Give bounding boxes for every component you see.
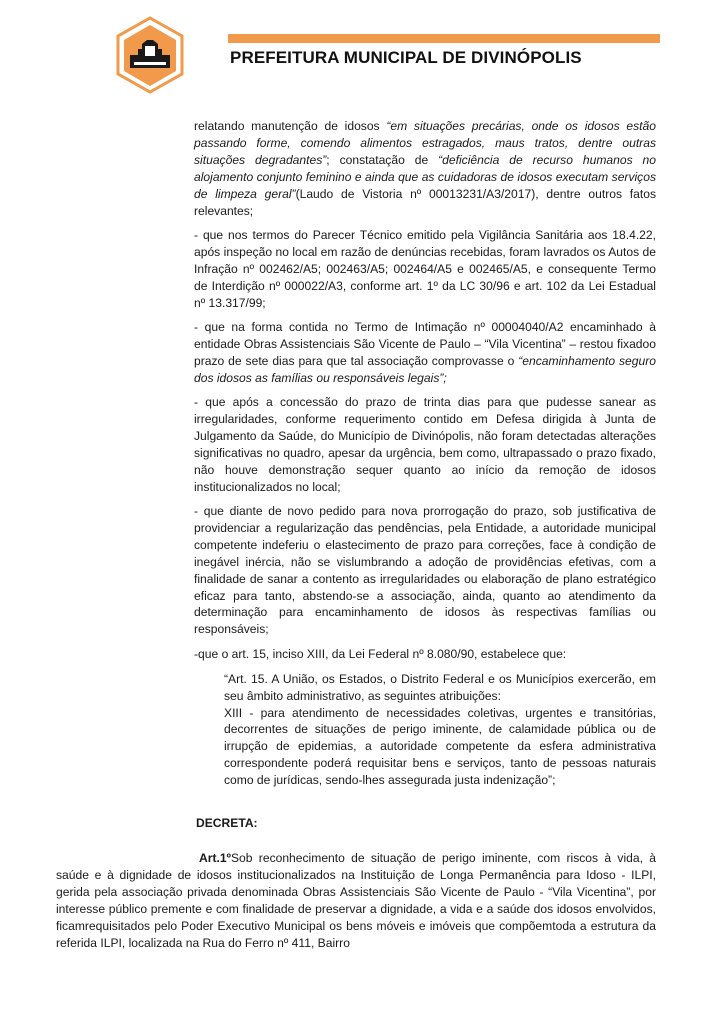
paragraph: - que após a concessão do prazo de trinta dias para que pudesse sanear as irregularidades, conforme requerimento contido em Defesa dirigida à Junta de Julgamento da Saúde, do Município de Divinópolis, não foram detectadas alterações significativas no quadro, apesar da urgência, bem como, ultrapassado o prazo fixado, não houve demonstração sequer quanto ao início da remoção de idosos institucionalizados no local; [194,395,656,494]
quote-line: XIII - para atendimento de necessidades coletivas, urgentes e transitórias, decorrentes de situações de perigo iminente, de calamidade pública ou de irrupção de epidemias, a autoridade competente da esfera administrativa correspondente poderá requisitar bens e serviços, tanto de pessoas naturais como de jurídicas, sendo-lhes assegurada justa indenização”; [224,705,656,788]
article-1 [56,850,656,951]
quote-line: “Art. 15. A União, os Estados, o Distrito Federal e os Municípios exercerão, em seu âmbito administrativo, as seguintes atribuições: [224,671,656,703]
legal-quote [224,671,656,789]
paragraph: relatando manutenção de idosos “em situações precárias, onde os idosos estão passando forme, comendo alimentos estragados, maus tratos, dentre outras situações degradantes”; constatação de “deficiência de recurso humanos no alojamento conjunto feminino e ainda que as cuidadoras de idosos executam serviços de limpeza geral”(Laudo de Vistoria nº 00013231/A3/2017), dentre outros fatos relevantes; [194,119,656,218]
paragraph: -que o art. 15, inciso XIII, da Lei Federal nº 8.080/90, estabelece que: [194,646,567,661]
decreta-heading: DECRETA: [196,816,258,831]
article-label: Art.1º [199,851,231,865]
document-body [194,118,656,832]
page-header-title: PREFEITURA MUNICIPAL DE DIVINÓPOLIS [230,48,582,67]
municipal-coat-of-arms-icon [114,16,186,94]
paragraph: - que diante de novo pedido para nova prorrogação do prazo, sob justificativa de providenciar a regularização das pendências, pela Entidade, a autoridade municipal competente indeferiu o elastecimento de prazo para correções, face à condição de inegável inércia, não se vislumbrando a adoção de providências efetivas, com a finalidade de sanar a contento as irregularidades ou elaboração de plano estratégico eficaz para tanto, abstendo-se a associação, ainda, quanto ao atendimento da determinação para encaminhamento de idosos às respectivas famílias ou responsáveis; [194,504,656,637]
paragraph: - que na forma contida no Termo de Intimação nº 00004040/A2 encaminhado à entidade Obras Assistenciais São Vicente de Paulo – “Vila Vicentina” – restou fixadoo prazo de sete dias para que tal associação comprovasse o “encaminhamento seguro dos idosos as famílias ou responsáveis legais”; [194,319,656,385]
article-text: Sob reconhecimento de situação de perigo iminente, com riscos à vida, à saúde e à dignidade de idosos institucionalizados na Instituição de Longa Permanência para Idoso - ILPI, gerida pela associação privada denominada Obras Assistenciais São Vicente de Paulo - “Vila Vicentina”, por interesse público premente e com finalidade de preservar a dignidade, a vida e a saúde dos idosos envolvidos, ficamrequisitados pelo Poder Executivo Municipal os bens móveis e imóveis que compõemtoda a estrutura da referida ILPI, localizada na Rua do Ferro nº 411, Bairro [56,851,656,950]
header-accent-bar [228,34,660,43]
paragraph: - que nos termos do Parecer Técnico emitido pela Vigilância Sanitária aos 18.4.22, após inspeção no local em razão de denúncias recebidas, foram lavrados os Autos de Infração nº 002462/A5; 002463/A5; 002464/A5 e 002465/A5, e consequente Termo de Interdição nº 000022/A3, conforme art. 1º da LC 30/96 e art. 102 da Lei Estadual nº 13.317/99; [194,227,656,310]
